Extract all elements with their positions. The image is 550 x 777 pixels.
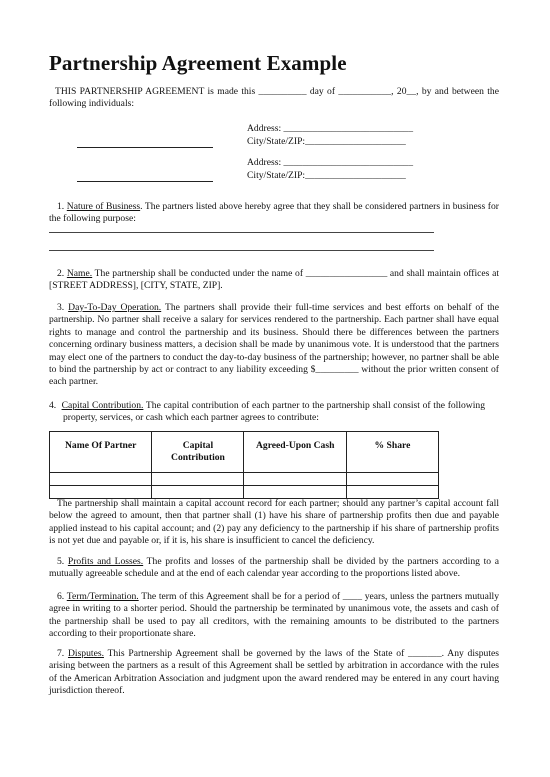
table-row <box>50 473 439 486</box>
purpose-blank-line-2 <box>49 250 434 251</box>
table-cell <box>152 486 244 499</box>
section-heading: Capital Contribution. <box>61 400 144 411</box>
section-7-disputes <box>49 648 499 698</box>
section-1-nature-of-business <box>49 201 499 226</box>
section-5-profits-and-losses <box>49 556 499 581</box>
section-text: This Partnership Agreement shall be governed by the laws of the State of _______. Any disputes arising between the partners as a result of this Agreement shall be settled by arbitration in accordance with the rules of the American Arbitration Association and judgment upon the award rendered may be entered in any court having jurisdiction thereof. <box>49 648 499 697</box>
section-number: 6. <box>57 591 65 602</box>
section-4-capital-contribution <box>49 400 485 425</box>
table-cell <box>244 486 346 499</box>
table-cell <box>50 486 152 499</box>
section-number: 3. <box>57 302 65 313</box>
section-text: The term of this Agreement shall be for a period of ____ years, unless the partners mutually agree in writing to a shorter period. Should the partnership be terminated by unanimous vote, the assets and cash of the partnership shall be used to pay all creditors, with the remaining amounts to be distributed to the partners according to their proportionate share. <box>49 591 499 640</box>
table-cell <box>50 473 152 486</box>
capital-account-paragraph: The partnership shall maintain a capital account record for each partner; should any partner’s capital account fall below the agreed to amount, then that partner shall (1) have his share of partnership profits then due and payable applied instead to his capital account; and (2) pay any deficiency to the partnership if his share of partnership profits is not yet due and payable or, if it is, his share is insufficient to cancel the deficiency. <box>49 498 499 547</box>
section-3-day-to-day-operation <box>49 302 499 389</box>
intro-paragraph: THIS PARTNERSHIP AGREEMENT is made this __________ day of ___________, 20__, by and between the following individuals: <box>49 86 499 110</box>
section-text: The capital contribution of each partner to the partnership shall consist of the following property, services, or cash which each partner agrees to contribute: <box>63 400 485 424</box>
section-text: The profits and losses of the partnership shall be divided by the partners according to a mutually agreeable schedule and at the end of each calendar year according to the proportions listed above. <box>49 556 500 580</box>
section-heading: Nature of Business <box>66 201 141 212</box>
section-number: 1. <box>57 201 65 212</box>
section-number: 2. <box>57 268 65 279</box>
section-heading: Disputes. <box>67 648 104 659</box>
section-text: The partnership shall be conducted under the name of _________________ and shall maintain offices at [STREET ADDRESS], [CITY, STATE, ZIP]. <box>49 268 499 292</box>
section-heading: Day-To-Day Operation. <box>68 302 162 313</box>
document-title: Partnership Agreement Example <box>49 51 347 75</box>
section-6-term-termination <box>49 591 499 641</box>
party-2-address: Address: ___________________________ <box>247 157 414 168</box>
section-number: 4. <box>49 400 57 411</box>
table-header-row <box>50 432 439 473</box>
purpose-blank-line-1 <box>49 232 434 233</box>
section-heading: Name. <box>66 268 93 279</box>
party-1-name-line <box>77 147 213 148</box>
column-header-agreed-upon-cash: Agreed-Upon Cash <box>244 432 346 473</box>
party-1-city-state-zip: City/State/ZIP:_____________________ <box>247 136 406 147</box>
party-2-name-line <box>77 181 213 182</box>
column-header-capital-contribution: Capital Contribution <box>152 432 244 473</box>
section-2-name <box>49 268 499 293</box>
capital-contribution-table <box>49 431 439 499</box>
section-number: 5. <box>57 556 65 567</box>
party-1-address: Address: ___________________________ <box>247 123 414 134</box>
section-heading: Term/Termination. <box>66 591 139 602</box>
column-header-name-of-partner: Name Of Partner <box>50 432 152 473</box>
section-heading: Profits and Losses. <box>67 556 144 567</box>
section-number: 7. <box>57 648 65 659</box>
section-text: The partners shall provide their full-time services and best efforts on behalf of the partnership. No partner shall receive a salary for services rendered to the partnership. Each partner shall have equal rights to manage and control the partnership and its business. Should there be differences between the partners concerning ordinary business matters, a decision shall be made by unanimous vote. It is understood that the partners may elect one of the partners to conduct the day-to-day business of the partnership; however, no partner shall be able to bind the partnership by act or contract to any liability exceeding $_________ without the prior written consent of each partner. <box>49 302 499 388</box>
table-row <box>50 486 439 499</box>
table-cell <box>346 486 438 499</box>
party-2-city-state-zip: City/State/ZIP:_____________________ <box>247 170 406 181</box>
column-header-percent-share: % Share <box>346 432 438 473</box>
table-cell <box>244 473 346 486</box>
table-cell <box>346 473 438 486</box>
table-cell <box>152 473 244 486</box>
section-text: . The partners listed above hereby agree that they shall be considered partners in business for the following purpose: <box>49 201 499 225</box>
